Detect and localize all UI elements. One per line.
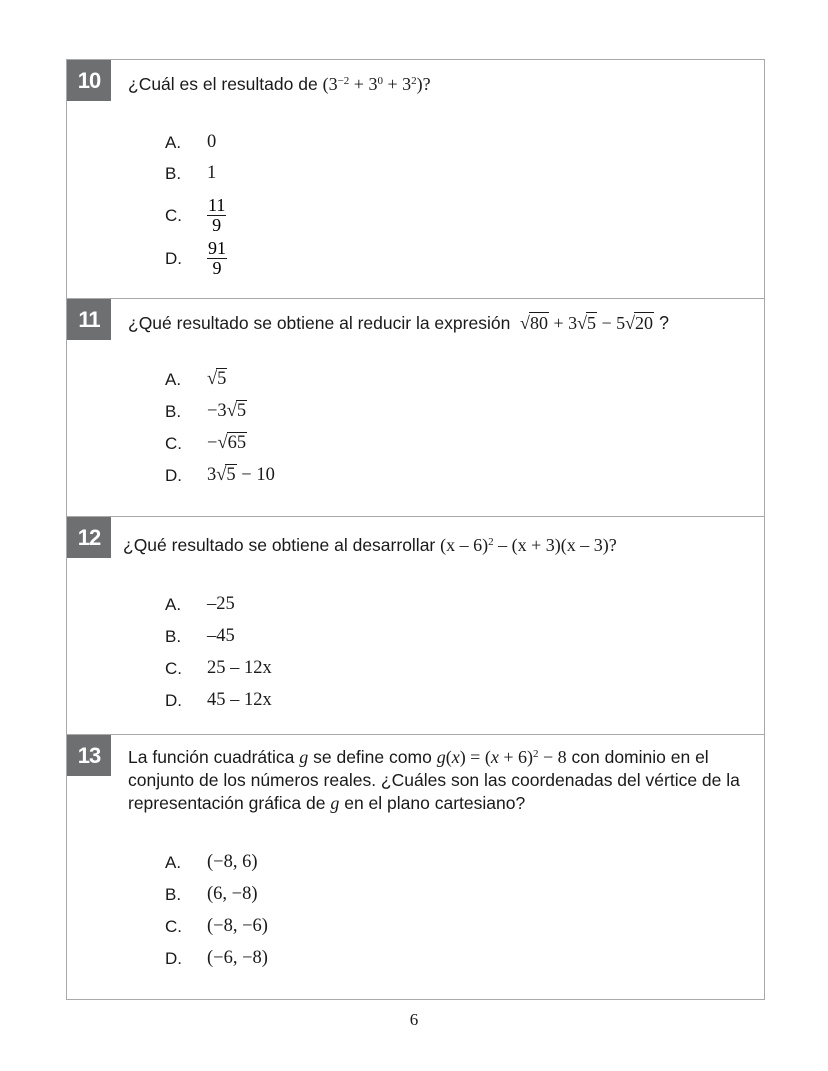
question-number-badge: 13 [67, 735, 111, 776]
option-letter: A. [165, 594, 182, 614]
option-letter: B. [165, 884, 182, 904]
stem-text: con dominio en el conjunto de los números reales. ¿Cuáles son las coordenadas del vértice de la representación gráfica de [128, 747, 740, 813]
question-11 [67, 298, 764, 516]
option-letter: A. [165, 852, 182, 872]
questions-frame [66, 59, 765, 1000]
stem-expression: $(3^{-2} + 3^0 + 3^2)$? [322, 74, 431, 94]
denominator: 9 [212, 215, 222, 235]
option-value: –45 [207, 626, 235, 646]
option-value: −3√5 [207, 401, 247, 421]
question-12 [67, 516, 764, 734]
denominator: 9 [212, 258, 222, 278]
option-d[interactable] [165, 948, 268, 969]
option-c[interactable] [165, 658, 272, 679]
question-number-badge: 11 [67, 299, 111, 340]
stem-text: en el plano cartesiano? [344, 793, 526, 813]
stem-text: ¿Cuál es el resultado de [128, 74, 318, 94]
option-value: (−6, −8) [207, 948, 268, 968]
option-letter: A. [165, 132, 182, 152]
option-letter: D. [165, 248, 182, 268]
option-value: –25 [207, 594, 235, 614]
stem-expression: √80 + 3√5 − 5√20 ? [520, 313, 670, 333]
page-number: 6 [409, 1010, 419, 1029]
option-letter: B. [165, 163, 182, 183]
option-a[interactable] [165, 369, 227, 390]
option-letter: D. [165, 948, 182, 968]
stem-expression: (x – 6)$^2$ – (x + 3)(x – 3)? [440, 535, 617, 555]
question-number-badge: 12 [67, 517, 111, 558]
question-number-badge: 10 [67, 60, 111, 101]
stem-text: se define como [313, 747, 432, 767]
option-value: √5 [207, 369, 227, 389]
option-a[interactable] [165, 852, 258, 873]
option-b[interactable] [165, 626, 235, 647]
option-letter: B. [165, 401, 182, 421]
option-c[interactable] [165, 433, 247, 454]
question-stem [128, 312, 756, 335]
option-b[interactable] [165, 884, 258, 905]
option-letter: D. [165, 690, 182, 710]
question-stem [128, 746, 756, 815]
option-b[interactable] [165, 401, 247, 422]
option-c[interactable] [165, 916, 268, 937]
question-13 [67, 734, 764, 1000]
stem-text: La función cuadrática [128, 747, 295, 767]
option-value: (6, −8) [207, 884, 258, 904]
option-a[interactable] [165, 594, 235, 615]
option-value: 1 [207, 163, 217, 183]
option-value: −√65 [207, 433, 247, 453]
option-b[interactable] [165, 163, 216, 184]
option-letter: A. [165, 369, 182, 389]
option-value: 0 [207, 132, 217, 152]
option-c[interactable] [165, 197, 226, 234]
option-d[interactable] [165, 690, 272, 711]
option-value: 45 – 12x [207, 690, 272, 710]
numerator: 11 [208, 195, 226, 215]
option-letter: D. [165, 465, 182, 485]
option-letter: B. [165, 626, 182, 646]
option-a[interactable] [165, 132, 216, 153]
option-value: 3√5 − 10 [207, 465, 275, 485]
option-value: (−8, 6) [207, 852, 258, 872]
stem-variable: g [299, 747, 309, 767]
question-stem [128, 73, 756, 96]
stem-text: ¿Qué resultado se obtiene al reducir la expresión [128, 313, 511, 333]
option-fraction [207, 240, 227, 277]
option-value: 25 – 12x [207, 658, 272, 678]
numerator: 91 [208, 238, 226, 258]
stem-text: ¿Qué resultado se obtiene al desarrollar [123, 535, 436, 555]
option-letter: C. [165, 205, 182, 225]
question-10 [67, 60, 764, 298]
question-stem [123, 534, 756, 557]
stem-expression: $g(x) = (x + 6)^2 - 8$ [436, 747, 567, 767]
option-fraction [207, 197, 226, 234]
option-d[interactable] [165, 240, 227, 277]
option-d[interactable] [165, 465, 275, 486]
stem-variable: g [330, 793, 340, 813]
option-letter: C. [165, 658, 182, 678]
option-value: (−8, −6) [207, 916, 268, 936]
option-letter: C. [165, 916, 182, 936]
option-letter: C. [165, 433, 182, 453]
